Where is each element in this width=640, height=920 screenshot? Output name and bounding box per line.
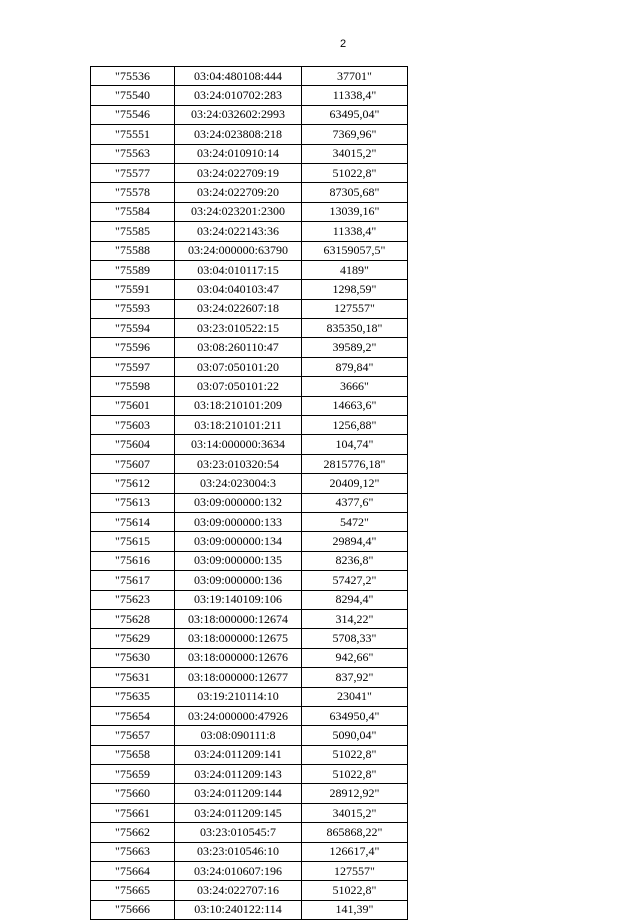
record-number-cell: "75594 xyxy=(91,319,175,338)
cadastral-number-cell: 03:09:000000:133 xyxy=(175,512,302,531)
record-number-cell: "75615 xyxy=(91,532,175,551)
cadastral-number-cell: 03:24:023201:2300 xyxy=(175,202,302,221)
value-cell: 11338,4" xyxy=(302,86,408,105)
value-cell: 8294,4" xyxy=(302,590,408,609)
value-cell: 34015,2" xyxy=(302,144,408,163)
record-number-cell: "75588 xyxy=(91,241,175,260)
cadastral-number-cell: 03:09:000000:136 xyxy=(175,571,302,590)
cadastral-number-cell: 03:07:050101:20 xyxy=(175,357,302,376)
table-row xyxy=(91,377,408,396)
cadastral-number-cell: 03:08:090111:8 xyxy=(175,726,302,745)
cadastral-number-cell: 03:23:010545:7 xyxy=(175,823,302,842)
value-cell: 51022,8" xyxy=(302,765,408,784)
record-number-cell: "75614 xyxy=(91,512,175,531)
record-number-cell: "75664 xyxy=(91,862,175,881)
value-cell: 837,92" xyxy=(302,668,408,687)
record-number-cell: "75666 xyxy=(91,900,175,919)
table-row xyxy=(91,629,408,648)
value-cell: 34015,2" xyxy=(302,803,408,822)
table-row xyxy=(91,86,408,105)
table-row xyxy=(91,299,408,318)
record-number-cell: "75628 xyxy=(91,609,175,628)
value-cell: 835350,18" xyxy=(302,319,408,338)
table-row xyxy=(91,454,408,473)
cadastral-number-cell: 03:24:022709:20 xyxy=(175,183,302,202)
record-number-cell: "75577 xyxy=(91,163,175,182)
value-cell: 314,22" xyxy=(302,609,408,628)
value-cell: 5472" xyxy=(302,512,408,531)
table-row xyxy=(91,687,408,706)
table-row xyxy=(91,357,408,376)
value-cell: 57427,2" xyxy=(302,571,408,590)
cadastral-number-cell: 03:18:000000:12677 xyxy=(175,668,302,687)
record-number-cell: "75659 xyxy=(91,765,175,784)
table-row xyxy=(91,493,408,512)
value-cell: 2815776,18" xyxy=(302,454,408,473)
table-row xyxy=(91,474,408,493)
cadastral-number-cell: 03:18:210101:209 xyxy=(175,396,302,415)
table-row xyxy=(91,280,408,299)
record-number-cell: "75612 xyxy=(91,474,175,493)
record-number-cell: "75631 xyxy=(91,668,175,687)
cadastral-number-cell: 03:24:022707:16 xyxy=(175,881,302,900)
cadastral-number-cell: 03:24:011209:145 xyxy=(175,803,302,822)
table-row xyxy=(91,609,408,628)
table-row xyxy=(91,163,408,182)
cadastral-number-cell: 03:18:000000:12674 xyxy=(175,609,302,628)
table-row xyxy=(91,416,408,435)
cadastral-number-cell: 03:09:000000:132 xyxy=(175,493,302,512)
value-cell: 942,66" xyxy=(302,648,408,667)
record-number-cell: "75607 xyxy=(91,454,175,473)
value-cell: 634950,4" xyxy=(302,706,408,725)
record-number-cell: "75660 xyxy=(91,784,175,803)
value-cell: 29894,4" xyxy=(302,532,408,551)
table-row xyxy=(91,765,408,784)
cadastral-number-cell: 03:24:022709:19 xyxy=(175,163,302,182)
record-number-cell: "75563 xyxy=(91,144,175,163)
table-row xyxy=(91,668,408,687)
table-body xyxy=(91,67,408,920)
value-cell: 1256,88" xyxy=(302,416,408,435)
table-row xyxy=(91,881,408,900)
cadastral-number-cell: 03:09:000000:135 xyxy=(175,551,302,570)
cadastral-number-cell: 03:24:010607:196 xyxy=(175,862,302,881)
value-cell: 1298,59" xyxy=(302,280,408,299)
table-row xyxy=(91,900,408,919)
table-row xyxy=(91,241,408,260)
record-number-cell: "75585 xyxy=(91,222,175,241)
record-number-cell: "75536 xyxy=(91,67,175,86)
table-row xyxy=(91,862,408,881)
table-row xyxy=(91,105,408,124)
record-number-cell: "75551 xyxy=(91,125,175,144)
cadastral-number-cell: 03:24:032602:2993 xyxy=(175,105,302,124)
cadastral-number-cell: 03:18:210101:211 xyxy=(175,416,302,435)
table-row xyxy=(91,125,408,144)
value-cell: 13039,16" xyxy=(302,202,408,221)
value-cell: 127557" xyxy=(302,862,408,881)
cadastral-number-cell: 03:24:000000:47926 xyxy=(175,706,302,725)
cadastral-number-cell: 03:23:010320:54 xyxy=(175,454,302,473)
value-cell: 7369,96" xyxy=(302,125,408,144)
table-row xyxy=(91,590,408,609)
record-number-cell: "75663 xyxy=(91,842,175,861)
record-number-cell: "75662 xyxy=(91,823,175,842)
value-cell: 11338,4" xyxy=(302,222,408,241)
record-number-cell: "75598 xyxy=(91,377,175,396)
record-number-cell: "75635 xyxy=(91,687,175,706)
record-number-cell: "75654 xyxy=(91,706,175,725)
record-number-cell: "75597 xyxy=(91,357,175,376)
table-row xyxy=(91,144,408,163)
value-cell: 51022,8" xyxy=(302,881,408,900)
cadastral-number-cell: 03:24:023004:3 xyxy=(175,474,302,493)
value-cell: 63159057,5" xyxy=(302,241,408,260)
table-row xyxy=(91,571,408,590)
value-cell: 5708,33" xyxy=(302,629,408,648)
record-number-cell: "75591 xyxy=(91,280,175,299)
record-number-cell: "75657 xyxy=(91,726,175,745)
table-row xyxy=(91,222,408,241)
table-row xyxy=(91,319,408,338)
table-row xyxy=(91,260,408,279)
record-number-cell: "75589 xyxy=(91,260,175,279)
record-number-cell: "75584 xyxy=(91,202,175,221)
table-row xyxy=(91,551,408,570)
registry-table xyxy=(90,66,408,920)
value-cell: 127557" xyxy=(302,299,408,318)
value-cell: 51022,8" xyxy=(302,163,408,182)
cadastral-number-cell: 03:18:000000:12675 xyxy=(175,629,302,648)
record-number-cell: "75604 xyxy=(91,435,175,454)
table-row xyxy=(91,823,408,842)
cadastral-number-cell: 03:24:011209:143 xyxy=(175,765,302,784)
table-row xyxy=(91,842,408,861)
cadastral-number-cell: 03:04:010117:15 xyxy=(175,260,302,279)
record-number-cell: "75616 xyxy=(91,551,175,570)
page-number: 2 xyxy=(339,38,347,50)
record-number-cell: "75546 xyxy=(91,105,175,124)
table-row xyxy=(91,202,408,221)
cadastral-number-cell: 03:23:010522:15 xyxy=(175,319,302,338)
record-number-cell: "75630 xyxy=(91,648,175,667)
cadastral-number-cell: 03:07:050101:22 xyxy=(175,377,302,396)
value-cell: 28912,92" xyxy=(302,784,408,803)
table-row xyxy=(91,648,408,667)
record-number-cell: "75593 xyxy=(91,299,175,318)
cadastral-number-cell: 03:24:011209:144 xyxy=(175,784,302,803)
table-row xyxy=(91,745,408,764)
value-cell: 126617,4" xyxy=(302,842,408,861)
record-number-cell: "75578 xyxy=(91,183,175,202)
value-cell: 4377,6" xyxy=(302,493,408,512)
cadastral-number-cell: 03:24:011209:141 xyxy=(175,745,302,764)
value-cell: 14663,6" xyxy=(302,396,408,415)
cadastral-number-cell: 03:09:000000:134 xyxy=(175,532,302,551)
table-row xyxy=(91,435,408,454)
table-row xyxy=(91,532,408,551)
cadastral-number-cell: 03:19:140109:106 xyxy=(175,590,302,609)
record-number-cell: "75617 xyxy=(91,571,175,590)
cadastral-number-cell: 03:24:000000:63790 xyxy=(175,241,302,260)
value-cell: 141,39" xyxy=(302,900,408,919)
value-cell: 39589,2" xyxy=(302,338,408,357)
table-row xyxy=(91,803,408,822)
record-number-cell: "75658 xyxy=(91,745,175,764)
value-cell: 5090,04" xyxy=(302,726,408,745)
cadastral-number-cell: 03:24:023808:218 xyxy=(175,125,302,144)
value-cell: 4189" xyxy=(302,260,408,279)
value-cell: 879,84" xyxy=(302,357,408,376)
record-number-cell: "75603 xyxy=(91,416,175,435)
cadastral-number-cell: 03:04:480108:444 xyxy=(175,67,302,86)
cadastral-number-cell: 03:18:000000:12676 xyxy=(175,648,302,667)
table-row xyxy=(91,396,408,415)
value-cell: 51022,8" xyxy=(302,745,408,764)
value-cell: 37701" xyxy=(302,67,408,86)
record-number-cell: "75613 xyxy=(91,493,175,512)
value-cell: 865868,22" xyxy=(302,823,408,842)
record-number-cell: "75601 xyxy=(91,396,175,415)
record-number-cell: "75661 xyxy=(91,803,175,822)
cadastral-number-cell: 03:24:022143:36 xyxy=(175,222,302,241)
cadastral-number-cell: 03:10:240122:114 xyxy=(175,900,302,919)
value-cell: 20409,12" xyxy=(302,474,408,493)
value-cell: 63495,04" xyxy=(302,105,408,124)
cadastral-number-cell: 03:08:260110:47 xyxy=(175,338,302,357)
cadastral-number-cell: 03:24:010910:14 xyxy=(175,144,302,163)
value-cell: 87305,68" xyxy=(302,183,408,202)
cadastral-number-cell: 03:23:010546:10 xyxy=(175,842,302,861)
cadastral-number-cell: 03:19:210114:10 xyxy=(175,687,302,706)
record-number-cell: "75665 xyxy=(91,881,175,900)
table-row xyxy=(91,784,408,803)
cadastral-number-cell: 03:14:000000:3634 xyxy=(175,435,302,454)
record-number-cell: "75596 xyxy=(91,338,175,357)
value-cell: 23041" xyxy=(302,687,408,706)
table-row xyxy=(91,726,408,745)
cadastral-number-cell: 03:24:010702:283 xyxy=(175,86,302,105)
table-row xyxy=(91,183,408,202)
cadastral-number-cell: 03:24:022607:18 xyxy=(175,299,302,318)
value-cell: 8236,8" xyxy=(302,551,408,570)
table-row xyxy=(91,338,408,357)
record-number-cell: "75540 xyxy=(91,86,175,105)
table-row xyxy=(91,512,408,531)
record-number-cell: "75629 xyxy=(91,629,175,648)
value-cell: 3666" xyxy=(302,377,408,396)
table-row xyxy=(91,706,408,725)
record-number-cell: "75623 xyxy=(91,590,175,609)
table-row xyxy=(91,67,408,86)
value-cell: 104,74" xyxy=(302,435,408,454)
cadastral-number-cell: 03:04:040103:47 xyxy=(175,280,302,299)
